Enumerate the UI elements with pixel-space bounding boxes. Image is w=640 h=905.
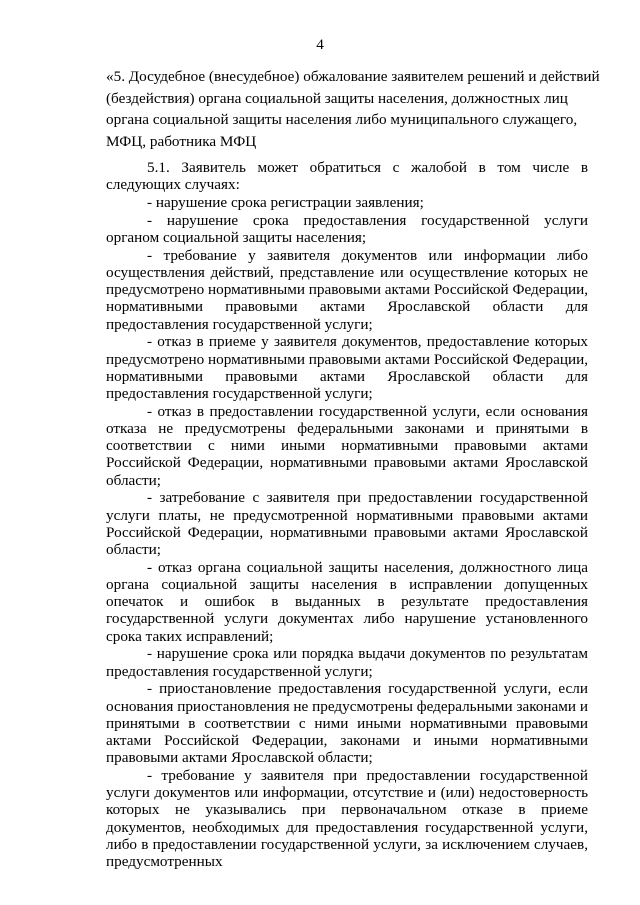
list-item: - требование у заявителя документов или информации либо осуществления действий, представление или осуществление которых не предусмотрено нормативными правовыми актами Российской Федерации, нормативными правовыми актами Ярославской области для предоставления государственной услуги; — [106, 246, 588, 333]
document-body — [106, 159, 588, 871]
list-item: - нарушение срока предоставления государственной услуги органом социальной защиты населения; — [106, 211, 588, 246]
list-item: - требование у заявителя при предоставлении государственной услуги документов или информации, отсутствие и (или) недостоверность которых не указывались при первоначальном отказе в приеме документов, необходимых для предоставления государственной услуги, либо в предоставлении государственной услуги, за исключением случаев, предусмотренных — [106, 767, 588, 871]
list-item: - нарушение срока регистрации заявления; — [147, 194, 424, 211]
list-item: - отказ в приеме у заявителя документов, предоставление которых предусмотрено нормативными правовыми актами Российской Федерации, нормативными правовыми актами Ярославской области для предоставления государственной услуги; — [106, 333, 588, 403]
list-item: - отказ в предоставлении государственной услуги, если основания отказа не предусмотрены федеральными законами и принятыми в соответствии с ними иными нормативными правовыми актами Российской Федерации, нормативными правовыми актами Ярославской области; — [106, 402, 588, 489]
section-heading — [106, 66, 600, 153]
heading-line: МФЦ, работника МФЦ — [106, 133, 257, 151]
page-number: 4 — [316, 36, 324, 53]
clause-intro: 5.1. Заявитель может обратиться с жалобой в том числе в следующих случаях: — [106, 159, 588, 194]
heading-line: (бездействия) органа социальной защиты населения, должностных лиц — [106, 89, 568, 107]
list-item: - приостановление предоставления государственной услуги, если основания приостановления не предусмотрены федеральными законами и принятыми в соответствии с ними иными нормативными правовыми актами Российской Федерации, законами и иными нормативными правовыми актами Ярославской области; — [106, 680, 588, 767]
list-item: - затребование с заявителя при предоставлении государственной услуги платы, не предусмотренной нормативными правовыми актами Российской Федерации, нормативными правовыми актами Ярославской области; — [106, 489, 588, 559]
heading-line: органа социальной защиты населения либо муниципального служащего, — [106, 111, 578, 129]
list-item: - отказ органа социальной защиты населения, должностного лица органа социальной защиты населения в исправлении допущенных опечаток и ошибок в выданных в результате предоставления государственной услуги документах либо нарушение установленного срока таких исправлений; — [106, 558, 588, 645]
heading-line: «5. Досудебное (внесудебное) обжалование заявителем решений и действий — [106, 68, 600, 85]
list-item: - нарушение срока или порядка выдачи документов по результатам предоставления государственной услуги; — [106, 645, 588, 680]
